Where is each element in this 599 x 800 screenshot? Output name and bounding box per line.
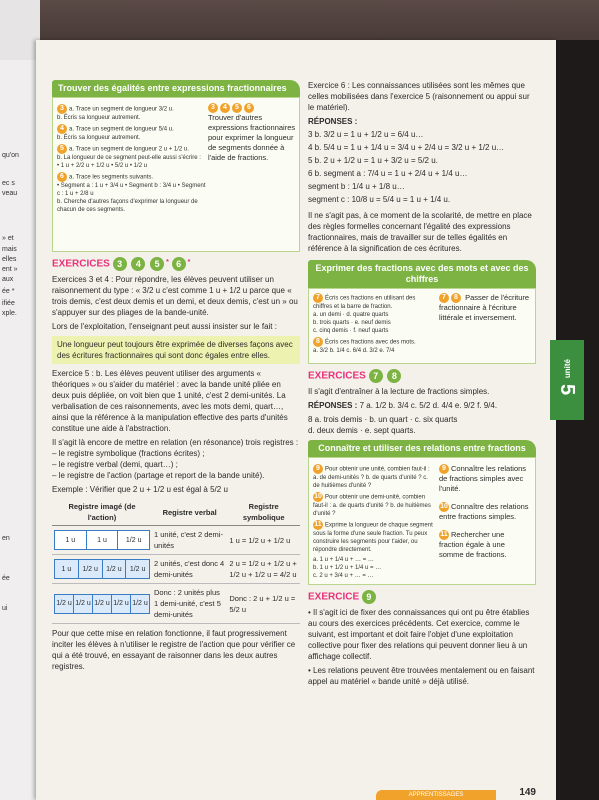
left-fragment: ui <box>2 605 8 612</box>
table-row: 1/2 u 1/2 u 1/2 u 1/2 u 1/2 u Donc : 2 unités plus 1 demi-unité, c'est 5 demi-unités Donc : 2 u + 1/2 u = 5/2 u <box>52 584 300 624</box>
register-line: – le registre de l'action (partage et report de la bande unité). <box>52 471 265 480</box>
left-fragment: mais <box>2 246 17 253</box>
unit-bar: 1 u 1/2 u 1/2 u 1/2 u <box>54 559 150 579</box>
paragraph: Exercice 5 : b. Les élèves peuvent utiliser des arguments « théoriques » ou s'aider du matériel : avec la bande unité pliée en deux puis dépliée, on voit bien que 1 unité, c'est 2 demi-unités. La verbalisation de ces raisonnements, avec les mots demi, quart…, ainsi que la référence à la manipulation effective des parts d'unités constitue une aide à l'abstraction. <box>52 369 288 433</box>
exercise-box: 9 Pour obtenir une unité, combien faut-il : a. de demi-unités ? b. de quarts d'unité ? c. de huitièmes d'unité ? 10 Pour obtenir une demi-unité, combien faut-il : a. de quarts d'unité ? b. de huitièmes d'unité ? 11 Exprime la longueur de chaque segment sous la forme d'une seule fraction. Tu peux construire les segments pour t'aider, ou répondre directement. a. 1 u + 1/4 u + … = … b. 1 u + 1/2 u + 1/4 u = … c. 2 u + 3/4 u + … = … 9 Connaître les relations de fractions simples avec l'unité. 10 Connaître des relations entre fractions simples. 11 Rechercher une fraction égale à une somme de fractions. <box>308 457 536 585</box>
register-table <box>52 499 300 624</box>
exercise-box: 7 Écris ces fractions en utilisant des chiffres et la barre de fraction. a. un demi · d. quatre quarts b. trois quarts · e. neuf demis c. cinq demis · f. neuf quarts 8 Écris ces fractions avec des mots. a. 3/2 b. 1/4 c. 6/4 d. 3/2 e. 7/4 7 8 Passer de l'écriture fractionnaire à l'écriture littérale et inversement. <box>308 288 536 364</box>
table-header: Registre imagé (de l'action) <box>52 499 152 526</box>
box-item: 6 a. Trace les segments suivants. • Segment a : 1 u + 3/4 u • Segment b : 3/4 u • Segment c : 1 u + 2/8 u b. Cherche d'autres façons d'exprimer la longueur de chacun de ces segments. <box>57 173 206 213</box>
exercise-box <box>52 97 300 252</box>
left-fragment: ec s <box>2 180 15 187</box>
left-fragment: » et <box>2 235 14 242</box>
page-number: 149 <box>519 787 536 798</box>
left-fragment: qu'on <box>2 152 19 159</box>
table-row: 1 u 1 u 1/2 u 1 unité, c'est 2 demi-unités 1 u = 1/2 u + 1/2 u <box>52 526 300 555</box>
table-header: Registre verbal <box>152 499 227 526</box>
table-row: 1 u 1/2 u 1/2 u 1/2 u 2 unités, c'est donc 4 demi-unités 2 u = 1/2 u + 1/2 u + 1/2 u + 1/2 u = 4/2 u <box>52 555 300 584</box>
answer-line: 4 b. 5/4 u = 1 u + 1/4 u = 3/4 u + 2/4 u = 3/2 u + 1/2 u… <box>308 143 505 152</box>
paragraph: Il ne s'agit pas, à ce moment de la scolarité, de mettre en place des règles formelles concernant l'égalité des expressions fractionnaires, mais de travailler sur de telles égalités en référence à la signification de ces écritures. <box>308 211 532 253</box>
left-fragment: en <box>2 535 10 542</box>
answer-line: segment b : 1/4 u + 1/8 u… <box>308 182 405 191</box>
paragraph: • Il s'agit ici de fixer des connaissances qui ont pu être établies au cours des exercices précédents. Cet exercice, comme le suivant, est important et doit faire l'objet d'une exploitation collective pour fixer des relations qui peuvent donner lieu à un affichage collectif. <box>308 608 530 661</box>
left-fragment: xple. <box>2 310 17 317</box>
answer-line: segment c : 10/8 u = 5/4 u = 1 u + 1/4 u. <box>308 195 451 204</box>
left-fragment: ée <box>2 575 10 582</box>
paragraph: Exercice 6 : Les connaissances utilisées sont les mêmes que celles mobilisées dans l'exercice 5 (raisonnement ou appui sur le matériel). <box>308 81 530 112</box>
answer-line: RÉPONSES : 7 a. 1/2 b. 3/4 c. 5/2 d. 4/4 e. 9/2 f. 9/4. <box>308 401 498 410</box>
paragraph: Lors de l'exploitation, l'enseignant peut aussi insister sur le fait : <box>52 322 277 331</box>
left-fragment: elles <box>2 256 17 263</box>
example-line: Exemple : Vérifier que 2 u + 1/2 u est égal à 5/2 u <box>52 485 228 494</box>
box-item: 5 a. Trace un segment de longueur 2 u + 1/2 u. b. La longueur de ce segment peut-elle aussi s'écrire : • 1 u + 2/2 u + 1/2 u • 5/2 u • 1/2 u <box>57 145 201 169</box>
exercises-heading: EXERCICES 3 4 5 * 6 * <box>52 258 191 270</box>
left-column <box>52 80 300 675</box>
answer-line: 3 b. 3/2 u = 1 u + 1/2 u = 6/4 u… <box>308 130 424 139</box>
left-fragment: ifiée <box>2 300 15 307</box>
left-fragment: ent » <box>2 266 18 273</box>
paragraph: Pour que cette mise en relation fonctionne, il faut progressivement inciter les élèves à n'utiliser le registre de l'action que pour vérifier ce qui a été trouvé, en essayant de raisonner dans les deux autres registres. <box>52 629 296 671</box>
right-column <box>308 80 536 690</box>
left-fragment: veau <box>2 190 18 197</box>
exercises-heading: EXERCICES 7 8 <box>308 369 536 383</box>
background-right <box>556 40 599 800</box>
box-objective: 3 4 5 6 Trouver d'autres expressions fractionnaires pour exprimer la longueur de segments donnée à l'aide de fractions. <box>208 103 296 162</box>
footer-tag: APPRENTISSAGES <box>376 790 496 800</box>
box-item: 3 a. Trace un segment de longueur 3/2 u. b. Écris sa longueur autrement. <box>57 105 174 121</box>
register-line: – le registre symbolique (fractions écrites) ; <box>52 449 205 458</box>
table-header: Registre symbolique <box>227 499 300 526</box>
box-title: Trouver des égalités entre expressions fractionnaires <box>52 80 300 97</box>
highlight-box: Une longueur peut toujours être exprimée de diverses façons avec des écritures fractionnaires qui sont donc égales entre elles. <box>52 336 300 364</box>
left-fragment: aux <box>2 276 14 283</box>
book-page <box>36 40 579 800</box>
left-page <box>0 60 36 800</box>
unit-bar: 1/2 u 1/2 u 1/2 u 1/2 u 1/2 u <box>54 594 150 614</box>
box-title: Exprimer des fractions avec des mots et avec des chiffres <box>308 260 536 288</box>
register-line: – le registre verbal (demi, quart…) ; <box>52 460 178 469</box>
box-title: Connaître et utiliser des relations entre fractions <box>308 440 536 457</box>
paragraph: • Les relations peuvent être trouvées mentalement ou en faisant appel au matériel « bande unité » déjà utilisé. <box>308 666 535 686</box>
exercise-heading: EXERCICE 9 <box>308 590 536 604</box>
box-item: 4 a. Trace un segment de longueur 5/4 u. b. Écris sa longueur autrement. <box>57 125 174 141</box>
paragraph: Exercices 3 et 4 : Pour répondre, les élèves peuvent utiliser un raisonnement du type : « 3/2 u c'est comme 1 u + 1/2 u parce que « trois demis, c'est deux demis et un demi, et deux demis, c'est un » ou s'appuyer sur des pliages de la bande-unité. <box>52 275 298 317</box>
answer-line: 6 b. segment a : 7/4 u = 1 u + 2/4 u + 1/4 u… <box>308 169 468 178</box>
left-fragment: ée * <box>2 288 15 295</box>
unit-bar: 1 u 1 u 1/2 u <box>54 530 150 550</box>
paragraph: Il s'agit là encore de mettre en relation (en résonance) trois registres : <box>52 438 299 447</box>
answers-label: RÉPONSES : <box>308 117 358 126</box>
unit-tab: unité 5 <box>550 340 584 420</box>
answer-line: 8 a. trois demis · b. un quart · c. six quarts d. deux demis · e. sept quarts. <box>308 415 458 435</box>
box-items <box>57 104 207 214</box>
paragraph: Il s'agit d'entraîner à la lecture de fractions simples. <box>308 387 490 396</box>
answer-line: 5 b. 2 u + 1/2 u = 1 u + 3/2 u = 5/2 u. <box>308 156 438 165</box>
